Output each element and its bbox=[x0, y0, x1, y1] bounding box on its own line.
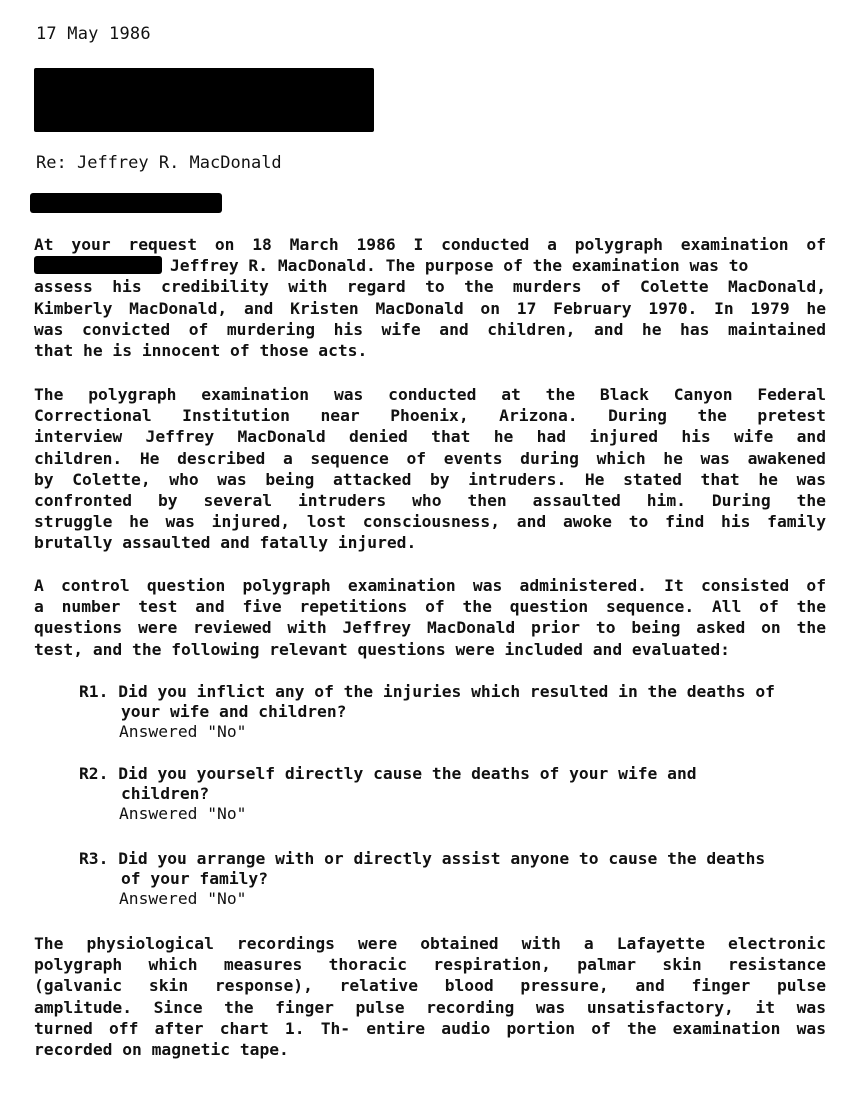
redacted-salutation bbox=[30, 193, 222, 213]
question-text: your wife and children? bbox=[121, 702, 347, 721]
paragraph-line: Kimberly MacDonald, and Kristen MacDonald on 17 February 1970. In 1979 he bbox=[34, 298, 826, 318]
paragraph-physiological-recordings bbox=[34, 933, 826, 1060]
question-answer: Answered "No" bbox=[119, 889, 247, 908]
question-answer: Answered "No" bbox=[119, 804, 247, 823]
paragraph-line: turned off after chart 1. Th- entire audio portion of the examination was bbox=[34, 1018, 826, 1038]
paragraph-line: children. He described a sequence of events during which he was awakened bbox=[34, 448, 826, 468]
paragraph-line: (galvanic skin response), relative blood pressure, and finger pulse bbox=[34, 976, 826, 996]
paragraph-line: a number test and five repetitions of the question sequence. All of the bbox=[34, 597, 826, 617]
paragraph-line: brutally assaulted and fatally injured. bbox=[34, 533, 417, 553]
paragraph-line-with-redaction bbox=[34, 255, 826, 276]
question-text: Did you inflict any of the injuries which resulted in the deaths of bbox=[118, 682, 775, 701]
question-id: R1. bbox=[79, 682, 109, 701]
paragraph-line: Correctional Institution near Phoenix, Arizona. During the pretest bbox=[34, 406, 826, 426]
question-text: Did you arrange with or directly assist anyone to cause the deaths bbox=[118, 849, 766, 868]
paragraph-line: assess his credibility with regard to the murders of Colette MacDonald, bbox=[34, 277, 826, 297]
paragraph-line-text: Jeffrey R. MacDonald. The purpose of the examination was to bbox=[170, 256, 749, 276]
paragraph-line: that he is innocent of those acts. bbox=[34, 341, 368, 361]
question-answer: Answered "No" bbox=[119, 722, 247, 741]
redacted-inline-text bbox=[34, 256, 162, 274]
paragraph-line: amplitude. Since the finger pulse recording was unsatisfactory, it was bbox=[34, 997, 826, 1017]
paragraph-line: confronted by several intruders who then assaulted him. During the bbox=[34, 491, 826, 511]
paragraph-line: test, and the following relevant questions were included and evaluated: bbox=[34, 639, 730, 659]
paragraph-line: questions were reviewed with Jeffrey MacDonald prior to being asked on the bbox=[34, 618, 826, 638]
question-id: R3. bbox=[79, 849, 109, 868]
paragraph-control-question bbox=[34, 575, 826, 660]
subject-name: Jeffrey R. MacDonald bbox=[76, 153, 282, 173]
subject-line bbox=[36, 153, 282, 173]
paragraph-line: was convicted of murdering his wife and children, and he has maintained bbox=[34, 319, 826, 339]
paragraph-line: At your request on 18 March 1986 I conducted a polygraph examination of bbox=[34, 235, 826, 254]
paragraph-line: interview Jeffrey MacDonald denied that he had injured his wife and bbox=[34, 427, 826, 447]
question-text: of your family? bbox=[121, 869, 269, 888]
paragraph-line: polygraph which measures thoracic respiration, palmar skin resistance bbox=[34, 955, 826, 975]
paragraph-examination-location bbox=[34, 384, 826, 554]
paragraph-line: The polygraph examination was conducted at the Black Canyon Federal bbox=[34, 385, 826, 404]
paragraph-request bbox=[34, 234, 826, 361]
question-id: R2. bbox=[79, 764, 109, 783]
question-r3 bbox=[79, 849, 765, 909]
paragraph-line: recorded on magnetic tape. bbox=[34, 1040, 289, 1060]
paragraph-line: The physiological recordings were obtained with a Lafayette electronic bbox=[34, 934, 826, 953]
question-text: children? bbox=[121, 784, 210, 803]
question-text: Did you yourself directly cause the deaths of your wife and bbox=[118, 764, 697, 783]
question-r2 bbox=[79, 764, 697, 824]
paragraph-line: A control question polygraph examination was administered. It consisted of bbox=[34, 576, 826, 595]
letter-date: 17 May 1986 bbox=[36, 24, 151, 44]
paragraph-line: by Colette, who was being attacked by intruders. He stated that he was bbox=[34, 469, 826, 489]
question-r1 bbox=[79, 682, 775, 742]
paragraph-line: struggle he was injured, lost consciousness, and awoke to find his family bbox=[34, 512, 826, 532]
redacted-addressee-block bbox=[34, 68, 374, 132]
subject-label: Re: bbox=[36, 153, 67, 173]
